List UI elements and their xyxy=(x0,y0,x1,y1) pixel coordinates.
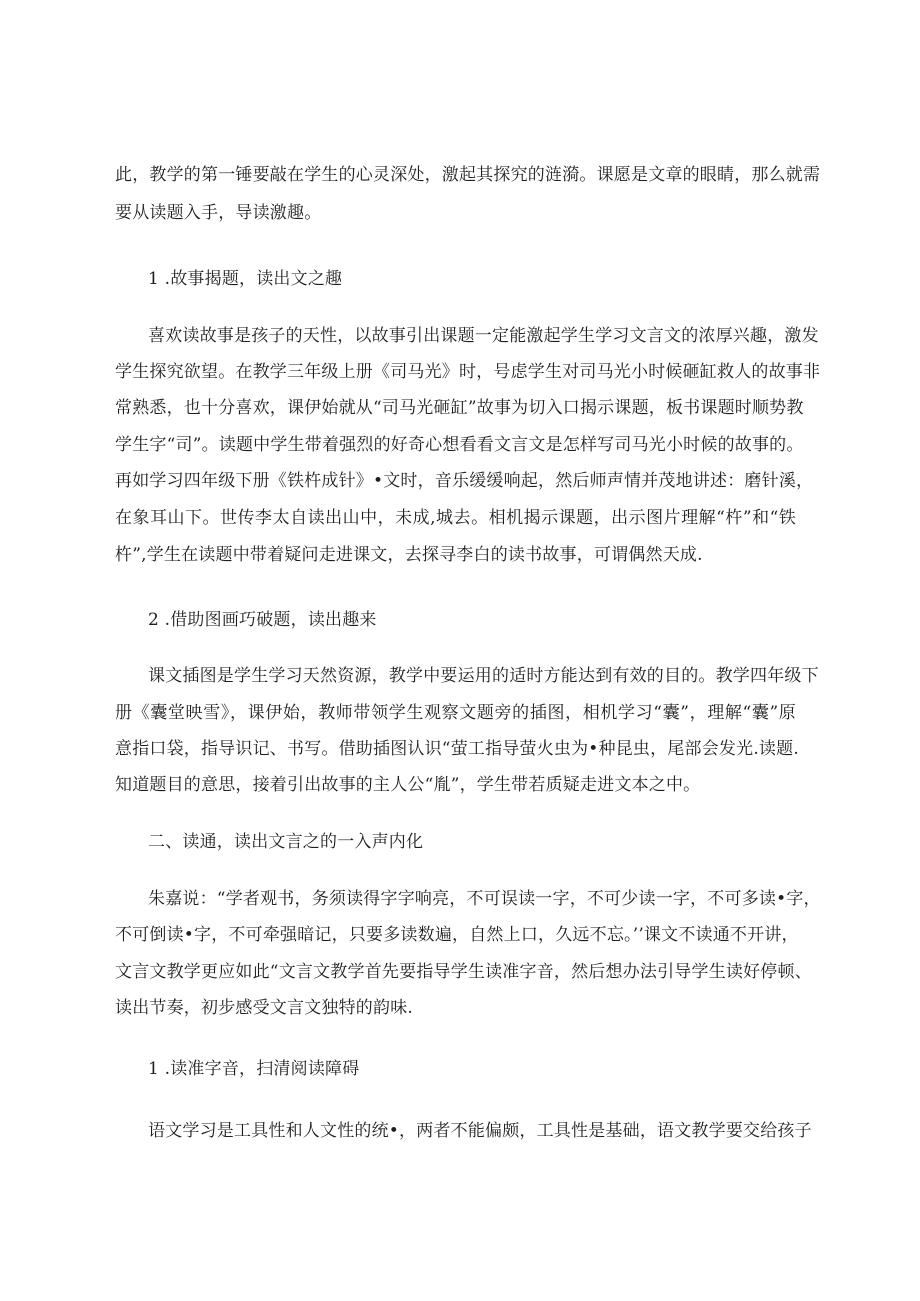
section-heading: 二、读通，读出文言之的一入声内化 xyxy=(148,832,424,852)
paragraph-line: 知道题目的意思，接着引出故事的主人公“胤”，学生带若质疑走进文本之中。 xyxy=(115,775,701,795)
paragraph-line: 杵”,学生在读题中带着疑问走进课文，去探寻李白的读书故事，可谓偶然天成. xyxy=(115,545,703,565)
paragraph-line: 要从读题入手，导读激趣。 xyxy=(115,203,322,223)
paragraph-line: 读出节奏，初步感受文言文独特的韵味. xyxy=(115,998,414,1018)
section-heading: 1 .故事揭题，读出文之趣 xyxy=(148,269,343,289)
paragraph-line: 此，教学的第一锤要敲在学生的心灵深处，激起其探究的涟漪。课愿是文章的眼睛，那么就需 xyxy=(115,165,821,185)
paragraph-line: 喜欢读故事是孩子的天性，以故事引出课题一定能激起学生学习文言文的浓厚兴趣，激发 xyxy=(148,326,819,346)
paragraph-line: 文言文教学更应如此“文言文教学首先要指导学生读准字音，然后想办法引导学生读好停顿、 xyxy=(115,962,812,982)
paragraph-line: 语文学习是工具性和人文性的统•，两者不能偏颇，工具性是基础，语文教学要交给孩子 xyxy=(148,1121,812,1141)
paragraph-line: 常熟悉，也十分喜欢，课伊始就从“司马光砸缸”故事为切入口揭示课题，板书课题时顺势教 xyxy=(115,398,804,418)
paragraph-line: 课文插图是学生学习天然资源，教学中要运用的适时方能达到有效的目的。教学四年级下 xyxy=(148,666,819,686)
paragraph-line: 意指口袋，指导识记、书写。借助插图认识“萤工指导萤火虫为•种昆虫，尾部会发光.读题. xyxy=(115,739,799,759)
paragraph-line: 不可倒读•字，不可牵强暗记，只要多读数遍，自然上口，久远不忘。’’课文不读通不开讲， xyxy=(115,925,799,945)
paragraph-line: 学生字“司”。读题中学生带着强烈的好奇心想看看文言文是怎样写司马光小时候的故事的。 xyxy=(115,435,804,455)
section-heading: 2 .借助图画巧破题，读出趣来 xyxy=(148,610,377,630)
paragraph-line: 在象耳山下。世传李太自读出山中，未成,城去。相机揭示课题，出示图片理解“杵”和“铁 xyxy=(115,508,796,528)
paragraph-line: 再如学习四年级下册《铁杵成针》•文时，音乐缓缓响起，然后师声情并茂地讲述：磨针溪， xyxy=(115,471,814,491)
paragraph-line: 册《囊堂映雪》，课伊始，教师带领学生观察文题旁的插图，相机学习“囊”，理解“囊”原 xyxy=(115,703,796,723)
paragraph-line: 学生探究欲望。在教学三年级上册《司马光》时，号虑学生对司马光小时候砸缸救人的故事非 xyxy=(115,362,821,382)
paragraph-line: 朱嘉说：“学者观书，务须读得字字响亮，不可误读一字，不可少读一字，不可多读•字， xyxy=(148,889,821,909)
section-heading: 1 .读准字音，扫清阅读障碍 xyxy=(148,1059,360,1079)
